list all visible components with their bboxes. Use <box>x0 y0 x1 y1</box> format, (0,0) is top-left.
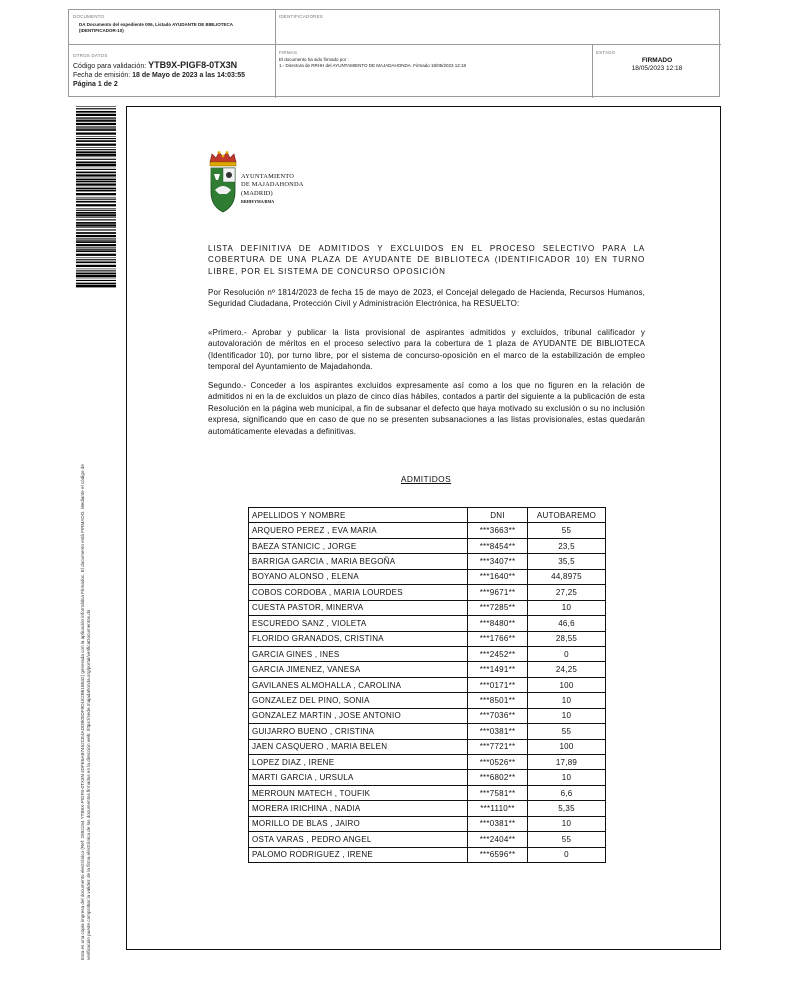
table-row <box>249 538 606 553</box>
cell-autobaremo: 5,35 <box>528 801 606 816</box>
cell-dni: ***6596** <box>468 847 528 862</box>
cell-name: GARCIA GINES , INES <box>249 646 468 661</box>
table-row <box>249 801 606 816</box>
cell-dni: ***3407** <box>468 554 528 569</box>
cell-dni: ***7285** <box>468 600 528 615</box>
side-text-line1: Esta es una copia impresa del documento electrónico (Ref: 2592154 YTB9X-PIGF8-0TX3N 4DFE6AB7452CE4ADDB05DF9D1E2B61B632) generada con la aplicación informática Firmadoc. El documento está FIRMADO. Mediante el código de <box>80 464 85 960</box>
cell-dni: ***1110** <box>468 801 528 816</box>
cell-dni: ***8480** <box>468 616 528 631</box>
cell-autobaremo: 55 <box>528 832 606 847</box>
cell-dni: ***1491** <box>468 662 528 677</box>
table-row <box>249 523 606 538</box>
table-row <box>249 554 606 569</box>
table-row <box>249 646 606 661</box>
cell-name: GARCIA JIMENEZ, VANESA <box>249 662 468 677</box>
table-row <box>249 770 606 785</box>
table-row <box>249 693 606 708</box>
cell-name: BARRIGA GARCIA , MARIA BEGOÑA <box>249 554 468 569</box>
cell-name: GAVILANES ALMOHALLA , CAROLINA <box>249 677 468 692</box>
letterhead-ref: RRHH/YMA/BMA <box>241 199 275 205</box>
cell-name: ESCUREDO SANZ , VIOLETA <box>249 616 468 631</box>
table-row <box>249 662 606 677</box>
cell-name: OSTA VARAS , PEDRO ANGEL <box>249 832 468 847</box>
admitidos-heading: ADMITIDOS <box>400 474 452 484</box>
table-row <box>249 755 606 770</box>
cell-dni: ***7036** <box>468 708 528 723</box>
cell-autobaremo: 100 <box>528 739 606 754</box>
cell-name: GONZALEZ DEL PINO, SONIA <box>249 693 468 708</box>
table-row <box>249 631 606 646</box>
fecha-label: Fecha de emisión: <box>73 72 131 79</box>
cell-autobaremo: 10 <box>528 816 606 831</box>
header-autobaremo: AUTOBAREMO <box>528 508 606 523</box>
table-row <box>249 724 606 739</box>
table-row <box>249 569 606 584</box>
table-row <box>249 708 606 723</box>
cell-name: PALOMO RODRIGUEZ , IRENE <box>249 847 468 862</box>
cell-dni: ***3663** <box>468 523 528 538</box>
cell-autobaremo: 23,5 <box>528 538 606 553</box>
table-header-row <box>249 508 606 523</box>
cell-name: MARTI GARCIA , URSULA <box>249 770 468 785</box>
cell-autobaremo: 55 <box>528 724 606 739</box>
paragraph-resolucion: Por Resolución nº 1814/2023 de fecha 15 de mayo de 2023, el Concejal delegado de Hacienda, Recursos Humanos, Seguridad Ciudadana, Protección Civil y Administración Electrónica, ha RESUELTO: <box>208 288 645 309</box>
cell-autobaremo: 44,8975 <box>528 569 606 584</box>
cell-dni: ***0381** <box>468 724 528 739</box>
estado-value: FIRMADO <box>641 57 673 64</box>
codigo-value: YTB9X-PIGF8-0TX3N <box>148 60 238 70</box>
table-row <box>249 677 606 692</box>
cell-dni: ***8501** <box>468 693 528 708</box>
cell-dni: ***8454** <box>468 538 528 553</box>
cell-name: GUIJARRO BUENO , CRISTINA <box>249 724 468 739</box>
cell-autobaremo: 100 <box>528 677 606 692</box>
letterhead-line1: AYUNTAMIENTO <box>241 173 295 180</box>
table-row <box>249 785 606 800</box>
otros-datos-label: OTROS DATOS <box>73 53 108 58</box>
barcode-image <box>76 106 116 288</box>
cell-name: ARQUERO PEREZ , EVA MARIA <box>249 523 468 538</box>
documento-label: DOCUMENTO <box>73 14 105 19</box>
cell-name: GONZALEZ MARTIN , JOSE ANTONIO <box>249 708 468 723</box>
cell-name: FLORIDO GRANADOS, CRISTINA <box>249 631 468 646</box>
table-row <box>249 847 606 862</box>
cell-dni: ***6802** <box>468 770 528 785</box>
cell-name: LOPEZ DIAZ , IRENE <box>249 755 468 770</box>
coat-of-arms-logo <box>206 150 240 216</box>
fecha-value: 18 de Mayo de 2023 a las 14:03:55 <box>132 72 246 79</box>
cell-dni: ***0381** <box>468 816 528 831</box>
cell-autobaremo: 10 <box>528 600 606 615</box>
firmas-line1: El documento ha sido firmado por : <box>279 57 349 62</box>
pagina-indicator: Página 1 de 2 <box>73 81 118 88</box>
cell-name: COBOS CORDOBA , MARIA LOURDES <box>249 585 468 600</box>
paragraph-segundo: Segundo.- Conceder a los aspirantes excluidos expresamente así como a los que no figuren en la relación de admitidos ni en la de excluidos un plazo de cinco días hábiles, contados a partir del siguiente a la publicación de esta Resolución en la página web municipal, a fin de subsanar el defecto que haya motivado su exclusión o su no inclusión expresa, significando que en caso de que no se presenten subsanaciones a las listas provisionales, estas quedarán automáticamente elevadas a definitivas. <box>208 381 645 436</box>
cell-autobaremo: 46,6 <box>528 616 606 631</box>
cell-autobaremo: 10 <box>528 693 606 708</box>
cell-autobaremo: 6,6 <box>528 785 606 800</box>
letterhead-line2: DE MAJADAHONDA <box>241 181 304 189</box>
letterhead-text <box>241 173 304 207</box>
cell-name: MORILLO DE BLAS , JAIRO <box>249 816 468 831</box>
cell-dni: ***1766** <box>468 631 528 646</box>
document-title: LISTA DEFINITIVA DE ADMITIDOS Y EXCLUIDOS EN EL PROCESO SELECTIVO PARA LA COBERTURA DE UNA PLAZA DE AYUDANTE DE BIBLIOTECA (IDENTIFICADOR 10) EN TURNO LIBRE, POR EL SISTEMA DE CONCURSO OPOSICIÓN <box>208 244 645 276</box>
table-row <box>249 832 606 847</box>
table-row <box>249 739 606 754</box>
cell-dni: ***2404** <box>468 832 528 847</box>
cell-autobaremo: 0 <box>528 847 606 862</box>
cell-name: MORERA IRICHINA , NADIA <box>249 801 468 816</box>
cell-autobaremo: 10 <box>528 708 606 723</box>
firmas-line2: 1.- Directora de RRHH del AYUNTAMIENTO DE MAJADAHONDA. Firmado 18/05/2023 12:18 <box>279 63 467 68</box>
estado-label: ESTADO <box>596 50 616 55</box>
verification-side-text <box>80 300 92 960</box>
identificadores-label: IDENTIFICADORES <box>279 14 324 19</box>
cell-name: MERROUN MATECH , TOUFIK <box>249 785 468 800</box>
header-dni: DNI <box>468 508 528 523</box>
cell-name: JAEN CASQUERO , MARIA BELEN <box>249 739 468 754</box>
cell-dni: ***7721** <box>468 739 528 754</box>
document-metadata-header <box>68 9 720 97</box>
cell-dni: ***2452** <box>468 646 528 661</box>
cell-dni: ***1640** <box>468 569 528 584</box>
table-row <box>249 616 606 631</box>
paragraph-primero: «Primero.- Aprobar y publicar la lista provisional de aspirantes admitidos y excluidos, tribunal calificador y autovaloración de méritos en el proceso selectivo para la cobertura de 1 plaza de AYUDANTE DE BIBLIOTECA (Identificador 10), por turno libre, por el sistema de concurso-oposición en el marco de la estabilización de empleo temporal del Ayuntamiento de Majadahonda. <box>208 328 645 372</box>
side-text-line2: verificación puede comprobar la validez de la firma electrónica de los documentos firmados en la dirección web: https://sede.majadahonda.org/portal/verificaDocumentos.do <box>86 609 91 960</box>
table-row <box>249 600 606 615</box>
cell-name: CUESTA PASTOR, MINERVA <box>249 600 468 615</box>
firmas-label: FIRMAS <box>279 50 298 55</box>
documento-text: DA Documento del expediente 006, Listado AYUDANTE DE BIBLIOTECA (IDENTIFICADOR-10) <box>79 22 233 33</box>
cell-autobaremo: 10 <box>528 770 606 785</box>
cell-autobaremo: 55 <box>528 523 606 538</box>
table-row <box>249 816 606 831</box>
cell-autobaremo: 17,89 <box>528 755 606 770</box>
cell-dni: ***0526** <box>468 755 528 770</box>
cell-autobaremo: 28,55 <box>528 631 606 646</box>
estado-date: 18/05/2023 12:18 <box>631 65 683 72</box>
admitidos-table <box>248 507 606 863</box>
table-row <box>249 585 606 600</box>
codigo-label: Código para validación: <box>73 63 147 70</box>
letterhead-line3: (MADRID) <box>241 189 273 197</box>
cell-autobaremo: 0 <box>528 646 606 661</box>
header-apellidos: APELLIDOS Y NOMBRE <box>249 508 468 523</box>
cell-autobaremo: 35,5 <box>528 554 606 569</box>
cell-dni: ***7581** <box>468 785 528 800</box>
cell-name: BAEZA STANICIC , JORGE <box>249 538 468 553</box>
cell-dni: ***0171** <box>468 677 528 692</box>
cell-autobaremo: 24,25 <box>528 662 606 677</box>
cell-autobaremo: 27,25 <box>528 585 606 600</box>
cell-name: BOYANO ALONSO , ELENA <box>249 569 468 584</box>
cell-dni: ***9671** <box>468 585 528 600</box>
